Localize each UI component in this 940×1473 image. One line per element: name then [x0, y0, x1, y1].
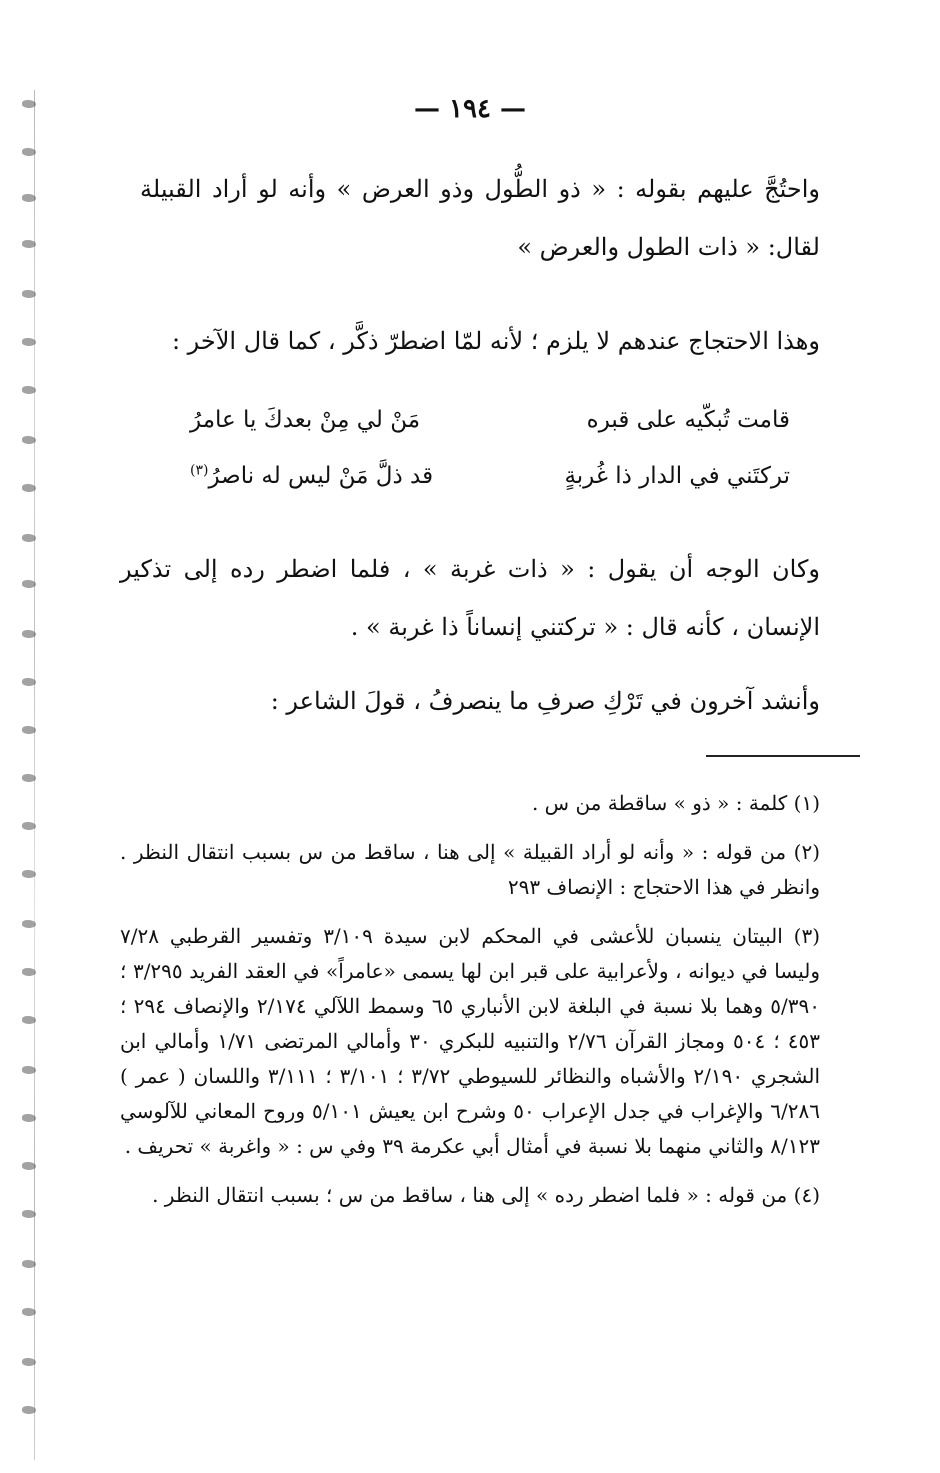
- footnote-ref[interactable]: (٣): [190, 462, 209, 479]
- scan-speck: [22, 630, 36, 638]
- scan-speck: [22, 240, 36, 248]
- scan-speck: [22, 1406, 36, 1414]
- verse-second-hemistich: مَنْ لي مِنْ بعدكَ يا عامرُ: [190, 407, 421, 433]
- paragraph: [120, 540, 820, 656]
- paragraph: [140, 672, 820, 730]
- footnote: (١) كلمة : « ذو » ساقطة من س .: [531, 791, 820, 815]
- scan-speck: [22, 580, 36, 588]
- paragraph-text: وكان الوجه أن يقول : « ذات غربة » ، فلما اضطر رده إلى تذكير الإنسان ، كأنه قال : « تركتني إنساناً ذا غربة » .: [120, 555, 820, 641]
- paragraph: [140, 160, 820, 276]
- footnotes: [120, 786, 820, 1227]
- footnote: (٤) من قوله : « فلما اضطر رده » إلى هنا ، ساقط من س ؛ بسبب انتقال النظر .: [152, 1183, 820, 1207]
- verse-first-hemistich: قامت تُبكّيه على قبره: [586, 407, 790, 433]
- scan-speck: [22, 194, 36, 202]
- paragraph-text: وأنشد آخرون في تَرْكِ صرفِ ما ينصرفُ ، قولَ الشاعر :: [270, 687, 820, 715]
- paragraph: [140, 312, 820, 370]
- scan-speck: [22, 484, 36, 492]
- scan-speck: [22, 338, 36, 346]
- scan-speck: [22, 290, 36, 298]
- scan-speck: [22, 968, 36, 976]
- paragraph-text: وهذا الاحتجاج عندهم لا يلزم ؛ لأنه لمّا اضطرّ ذكَّر ، كما قال الآخر :: [171, 327, 820, 355]
- scan-speck: [22, 1210, 36, 1218]
- verse-second-hemistich: [190, 448, 433, 504]
- scan-speck: [22, 1308, 36, 1316]
- scan-speck: [22, 870, 36, 878]
- scan-margin-artifacts: [0, 90, 55, 1460]
- paragraph-text: واحتُجَّ عليهم بقوله : « ذو الطُّول وذو العرض » وأنه لو أراد القبيلة لقال: « ذات الطول والعرض »: [140, 175, 820, 261]
- scan-speck: [22, 1260, 36, 1268]
- scan-speck: [22, 726, 36, 734]
- scan-speck: [22, 1114, 36, 1122]
- scan-speck: [22, 1066, 36, 1074]
- scan-speck: [22, 1162, 36, 1170]
- scan-speck: [22, 436, 36, 444]
- page-number: — ١٩٤ —: [413, 94, 527, 124]
- scan-speck: [22, 1358, 36, 1366]
- scan-speck: [22, 678, 36, 686]
- footnote: (٣) البيتان ينسبان للأعشى في المحكم لابن سيدة ٣/١٠٩ وتفسير القرطبي ٧/٢٨ وليسا في ديوانه ، ولأعرابية على قبر ابن لها يسمى «عامراً» في العقد الفريد ٣/٢٩٥ ؛ ٥/٣٩٠ وهما بلا نسبة في البلغة لابن الأنباري ٦٥ وسمط اللآلي ٢/١٧٤ والإنصاف ٢٩٤ ؛ ٤٥٣ ؛ ٥٠٤ ومجاز القرآن ٢/٧٦ والتنبيه للبكري ٣٠ وأمالي المرتضى ١/٧١ وأمالي ابن الشجري ٢/١٩٠ والأشباه والنظائر للسيوطي ٣/٧٢ ؛ ٣/١٠١ ؛ ٣/١١١ واللسان ( عمر ) ٦/٢٨٦ والإغراب في جدل الإعراب ٥٠ وشرح ابن يعيش ٥/١٠١ وروح المعاني للآلوسي ٨/١٢٣ والثاني منهما بلا نسبة في أمثال أبي عكرمة ٣٩ وفي س : « واغربة » تحريف .: [120, 924, 821, 1158]
- scan-speck: [22, 386, 36, 394]
- scan-speck: [22, 920, 36, 928]
- scan-speck: [22, 822, 36, 830]
- poetry-verses: [190, 392, 790, 504]
- scan-speck: [22, 774, 36, 782]
- scan-speck: [22, 534, 36, 542]
- scan-speck: [22, 148, 36, 156]
- verse-line: [190, 448, 790, 504]
- scan-speck: [22, 1016, 36, 1024]
- verse-line: [190, 392, 790, 448]
- verse-text: قد ذلَّ مَنْ ليس له ناصرُ: [208, 463, 434, 489]
- footnote-separator: [706, 755, 860, 757]
- verse-first-hemistich: تركتَني في الدار ذا غُربةٍ: [564, 463, 790, 489]
- footnote: (٢) من قوله : « وأنه لو أراد القبيلة » إلى هنا ، ساقط من س بسبب انتقال النظر . وانظر في هذا الاحتجاج : الإنصاف ٢٩٣: [120, 840, 820, 899]
